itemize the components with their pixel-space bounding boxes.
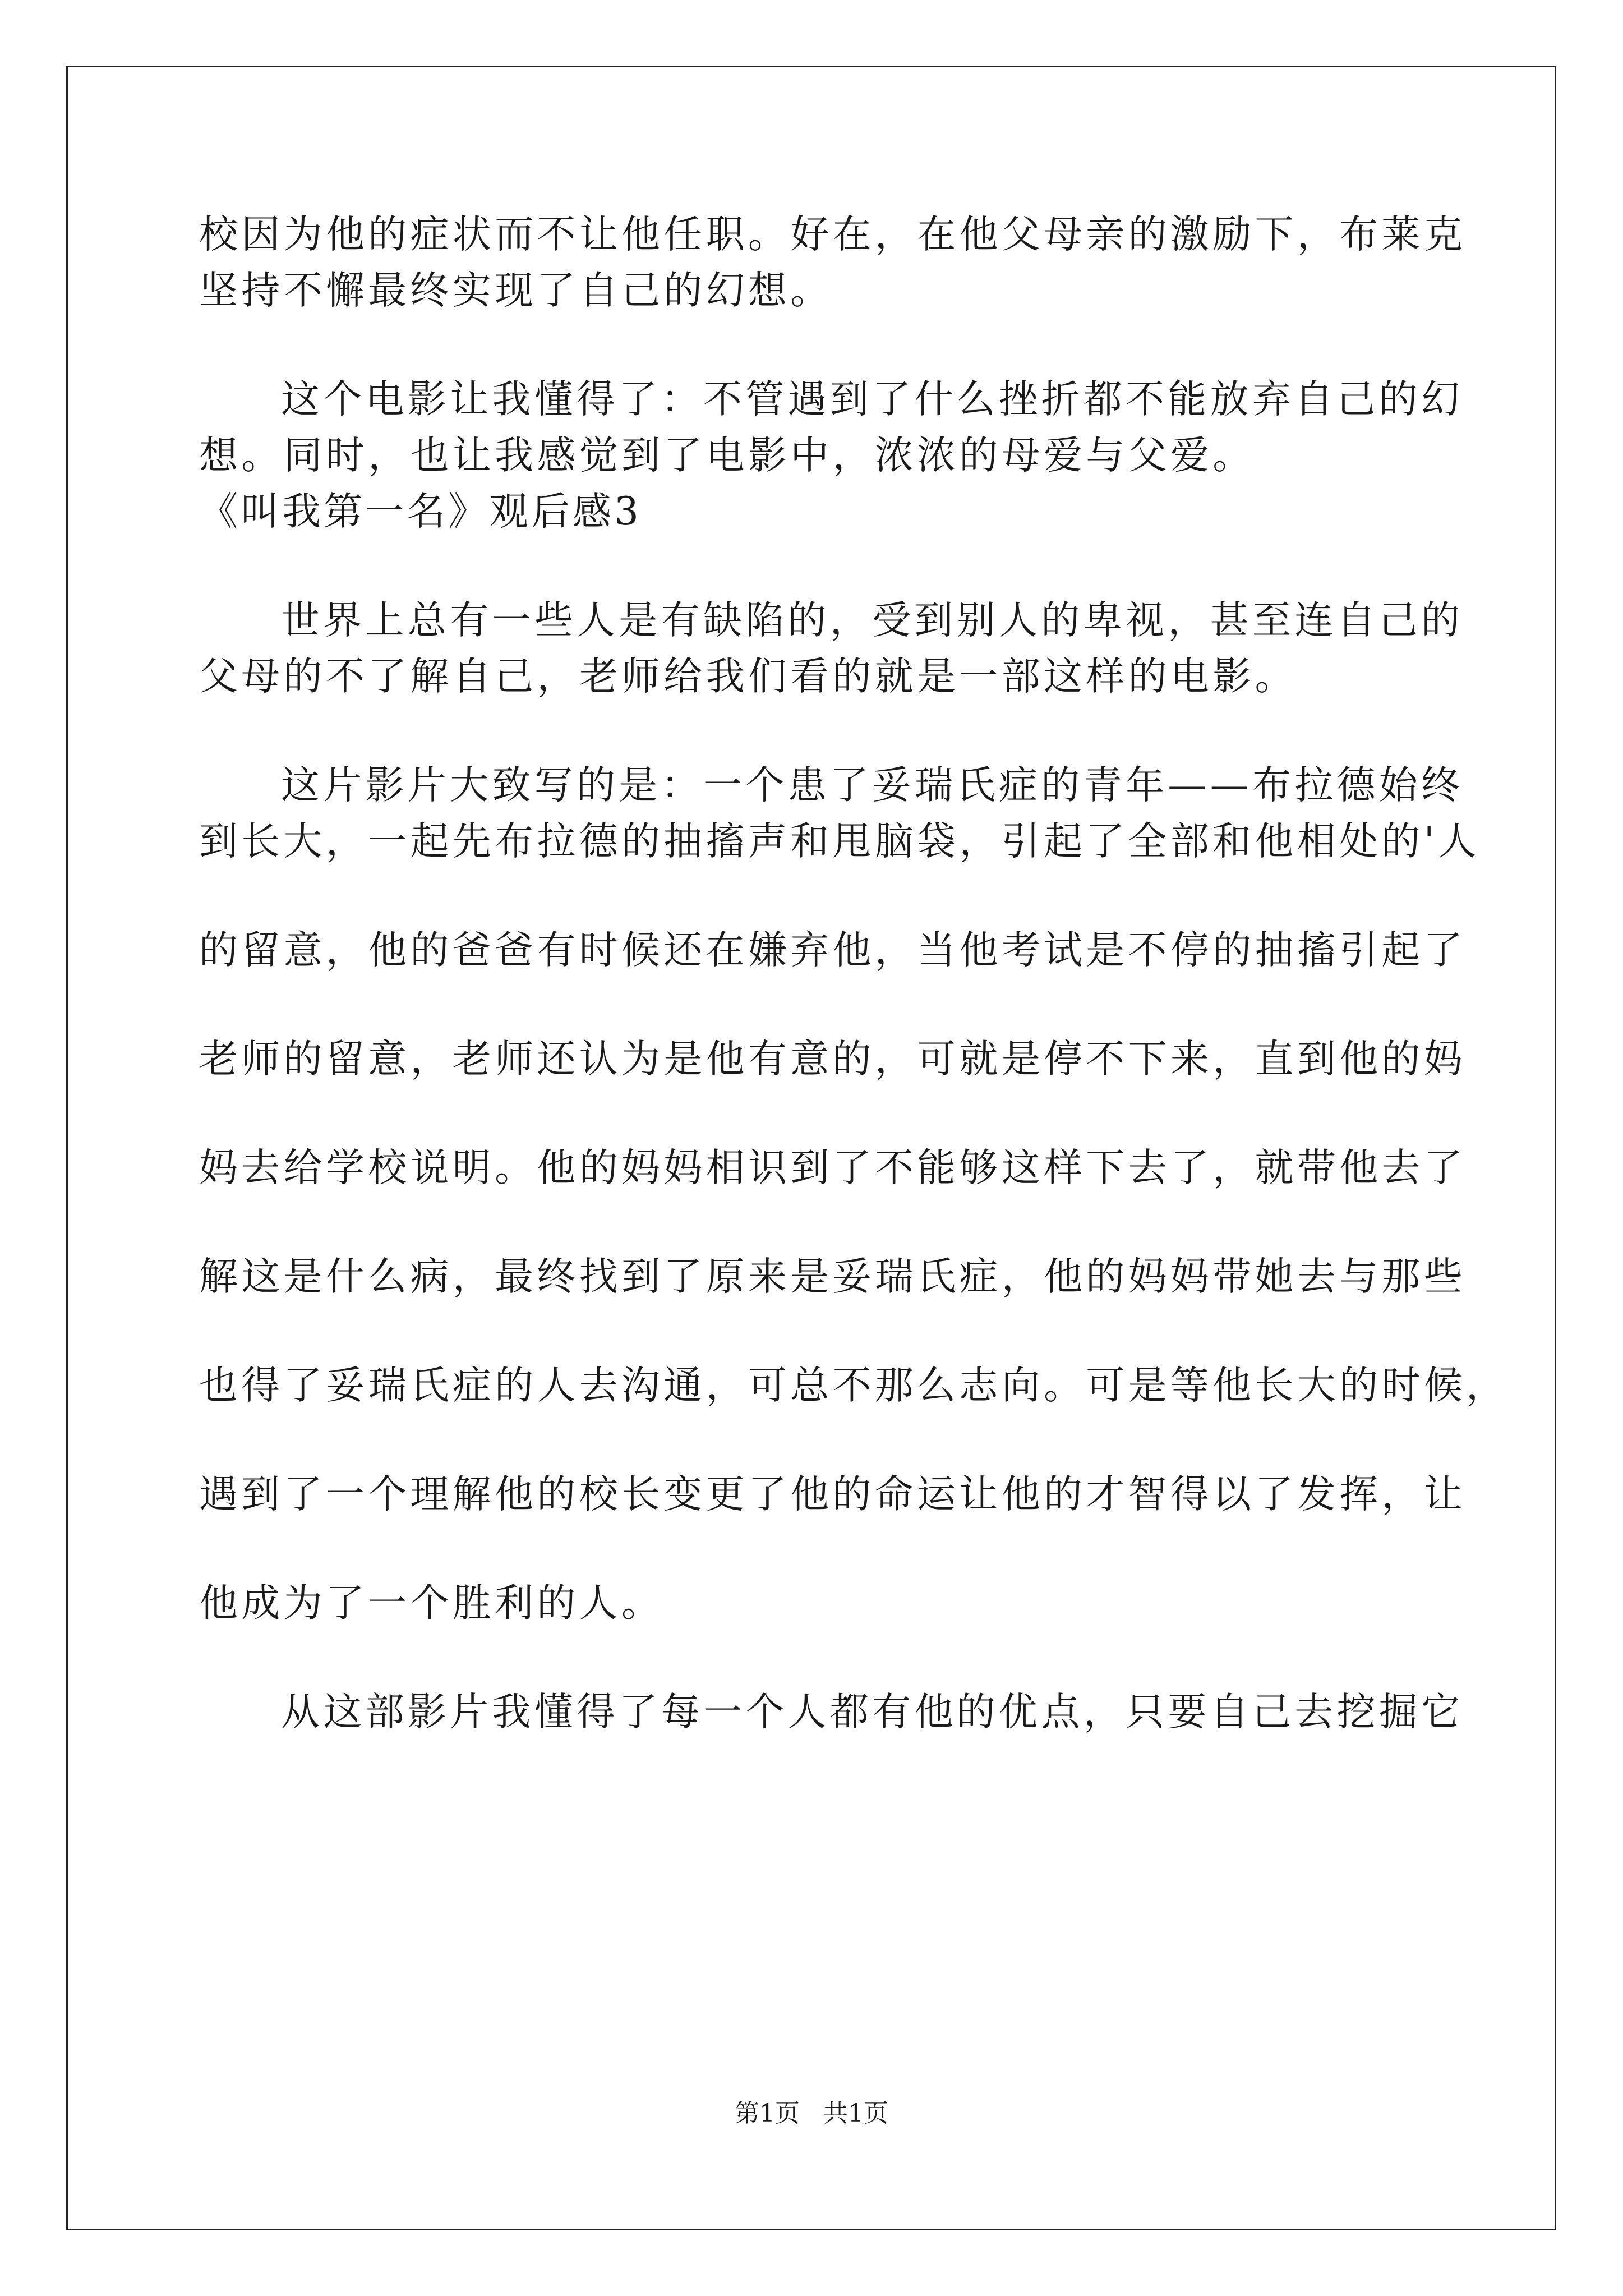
paragraph-line: 父母的不了解自己，老师给我们看的就是一部这样的电影。 [199, 654, 1297, 699]
paragraph-line: 从这部影片我懂得了每一个人都有他的优点，只要自己去挖掘它 [281, 1690, 1464, 1734]
paragraph-line: 想。同时，也让我感觉到了电影中，浓浓的母爱与父爱。 [199, 433, 1255, 478]
paragraph-line: 妈去给学校说明。他的妈妈相识到了不能够这样下去了，就带他去了 [199, 1145, 1466, 1190]
paragraph-line: 到长大，一起先布拉德的抽搐声和甩脑袋，引起了全部和他相处的'人 [199, 819, 1481, 864]
paragraph-line: 世界上总有一些人是有缺陷的，受到别人的卑视，甚至连自己的 [281, 598, 1464, 643]
paragraph-line: 解这是什么病，最终找到了原来是妥瑞氏症，他的妈妈带她去与那些 [199, 1254, 1466, 1299]
document-body [199, 206, 1509, 1740]
paragraph-line: 遇到了一个理解他的校长变更了他的命运让他的才智得以了发挥，让 [199, 1472, 1466, 1517]
paragraph-line: 他成为了一个胜利的人。 [199, 1581, 664, 1626]
paragraph-line: 坚持不懈最终实现了自己的幻想。 [199, 268, 833, 313]
paragraph-line: 老师的留意，老师还认为是他有意的，可就是停不下来，直到他的妈 [199, 1037, 1466, 1082]
page-footer: 第1页 共1页 [735, 2099, 888, 2128]
section-heading: 《叫我第一名》观后感3 [199, 489, 642, 534]
paragraph-line: 这个电影让我懂得了：不管遇到了什么挫折都不能放弃自己的幻 [281, 377, 1464, 422]
paragraph-line: 的留意，他的爸爸有时候还在嫌弃他，当他考试是不停的抽搐引起了 [199, 928, 1466, 973]
paragraph-line: 这片影片大致写的是：一个患了妥瑞氏症的青年——布拉德始终 [281, 763, 1464, 808]
paragraph-line: 校因为他的症状而不让他任职。好在，在他父母亲的激励下，布莱克 [199, 212, 1466, 257]
paragraph-line: 也得了妥瑞氏症的人去沟通，可总不那么志向。可是等他长大的时候， [199, 1363, 1509, 1408]
